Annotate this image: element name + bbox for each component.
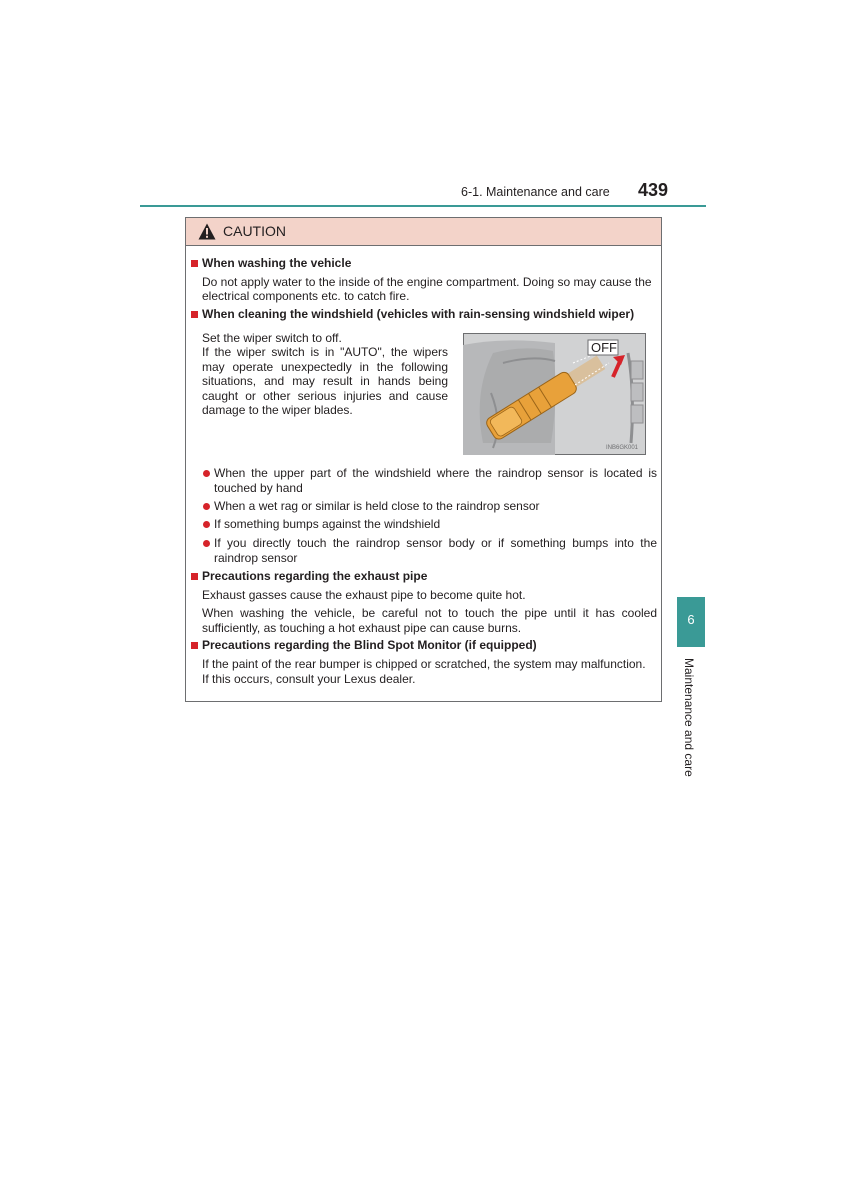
section-marker	[191, 642, 198, 649]
section-marker	[191, 260, 198, 267]
chapter-label: Maintenance and care	[682, 658, 696, 777]
body-text: Exhaust gasses cause the exhaust pipe to become quite hot.	[202, 588, 526, 602]
bullet-text: If you directly touch the raindrop sensor body or if something bumps into the raindrop sensor	[214, 536, 657, 565]
section-heading: Precautions regarding the exhaust pipe	[202, 569, 428, 583]
bullet-dot	[203, 540, 210, 547]
section-marker	[191, 573, 198, 580]
section-heading: Precautions regarding the Blind Spot Monitor (if equipped)	[202, 638, 537, 652]
bullet-text: If something bumps against the windshield	[214, 517, 441, 531]
warning-icon	[198, 223, 216, 240]
chapter-tab: 6	[677, 597, 705, 647]
section-heading: When washing the vehicle	[202, 256, 352, 270]
bullet-dot	[203, 521, 210, 528]
body-text: When washing the vehicle, be careful not to touch the pipe until it has cooled sufficiently, as touching a hot exhaust pipe can cause burns.	[202, 606, 657, 635]
body-text: electrical components etc. to catch fire.	[202, 289, 410, 303]
wiper-switch-illustration	[463, 333, 646, 455]
bullet-dot	[203, 470, 210, 477]
bullet-text: When a wet rag or similar is held close to the raindrop sensor	[214, 499, 540, 513]
bullet-text: When the upper part of the windshield where the raindrop sensor is located is touched by hand	[214, 466, 657, 495]
section-heading: When cleaning the windshield (vehicles with rain-sensing windshield wiper)	[202, 307, 635, 321]
header-rule	[140, 205, 706, 207]
page-number: 439	[638, 180, 669, 200]
body-text: If the paint of the rear bumper is chipped or scratched, the system may malfunction.	[202, 657, 646, 671]
body-text: Set the wiper switch to off.	[202, 331, 342, 345]
bullet-dot	[203, 503, 210, 510]
caution-title: CAUTION	[223, 223, 286, 239]
callout-label: OFF	[591, 340, 617, 355]
section-marker	[191, 311, 198, 318]
caution-header	[186, 218, 661, 246]
body-text: Do not apply water to the inside of the engine compartment. Doing so may cause the	[202, 275, 652, 289]
figure-code: INB6GK001	[606, 445, 639, 451]
section-title: 6-1. Maintenance and care	[461, 185, 610, 199]
body-text: If this occurs, consult your Lexus dealer.	[202, 672, 416, 686]
body-text: If the wiper switch is in "AUTO", the wipers may operate unexpectedly in the following situations, and may result in hands being caught or other serious injuries and cause damage to the wiper blades.	[202, 345, 448, 417]
